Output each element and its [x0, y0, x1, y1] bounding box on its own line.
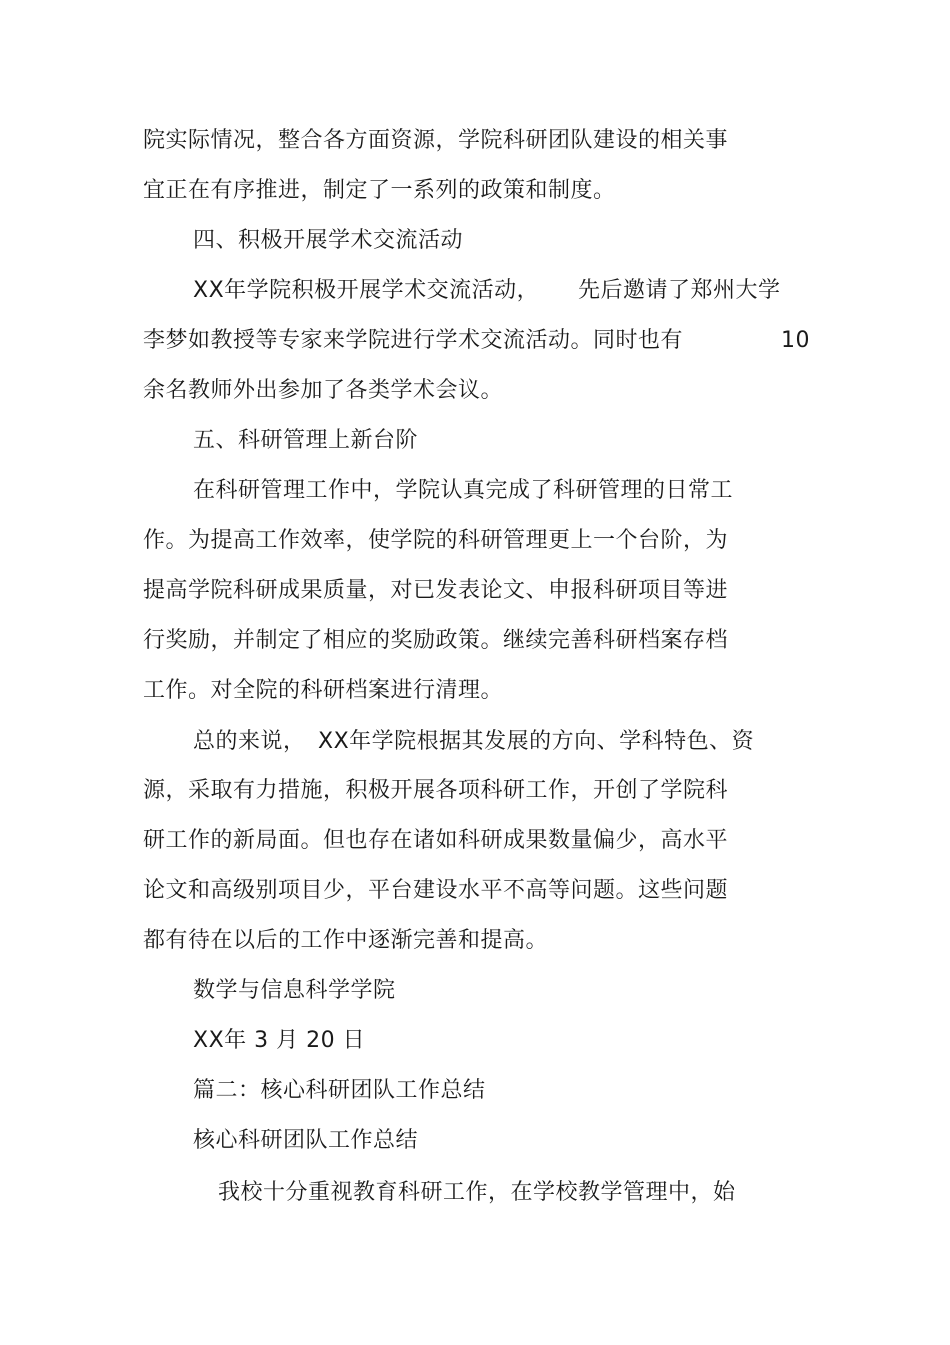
paragraph-line: 行奖励，并制定了相应的奖励政策。继续完善科研档案存档	[143, 628, 729, 653]
paragraph-line: 李梦如教授等专家来学院进行学术交流活动。同时也有	[143, 328, 684, 353]
signature-date: XX年 3 月 20 日	[193, 1028, 366, 1053]
paragraph-line: 都有待在以后的工作中逐渐完善和提高。	[143, 928, 549, 953]
paragraph-line-fragment: 先后邀请了郑州大学	[578, 278, 781, 303]
paragraph-line: 作。为提高工作效率，使学院的科研管理更上一个台阶，为	[143, 528, 729, 553]
paragraph-number-fragment: 10	[781, 328, 810, 353]
paragraph-line-fragment: XX年学院根据其发展的方向、学科特色、资	[318, 729, 755, 754]
section-heading: 四、积极开展学术交流活动	[193, 228, 464, 253]
paragraph-line: 研工作的新局面。但也存在诸如科研成果数量偏少，高水平	[143, 828, 729, 853]
paragraph-line: 我校十分重视教育科研工作，在学校教学管理中，始	[218, 1180, 736, 1205]
article-title: 篇二：核心科研团队工作总结	[193, 1078, 486, 1103]
section-heading: 五、科研管理上新台阶	[193, 428, 419, 453]
paragraph-line: 总的来说，	[193, 729, 306, 754]
paragraph-line: 院实际情况，整合各方面资源，学院科研团队建设的相关事	[143, 128, 729, 153]
paragraph-line: 提高学院科研成果质量，对已发表论文、申报科研项目等进	[143, 578, 729, 603]
paragraph-line: 源，采取有力措施，积极开展各项科研工作，开创了学院科	[143, 778, 729, 803]
signature-organization: 数学与信息科学学院	[193, 978, 396, 1003]
paragraph-line: XX年学院积极开展学术交流活动，	[193, 278, 540, 303]
paragraph-line: 余名教师外出参加了各类学术会议。	[143, 378, 504, 403]
article-subtitle: 核心科研团队工作总结	[193, 1128, 419, 1153]
paragraph-line: 宜正在有序推进，制定了一系列的政策和制度。	[143, 178, 616, 203]
paragraph-line: 在科研管理工作中，学院认真完成了科研管理的日常工	[193, 478, 734, 503]
paragraph-line: 论文和高级别项目少，平台建设水平不高等问题。这些问题	[143, 878, 729, 903]
paragraph-line: 工作。对全院的科研档案进行清理。	[143, 678, 504, 703]
